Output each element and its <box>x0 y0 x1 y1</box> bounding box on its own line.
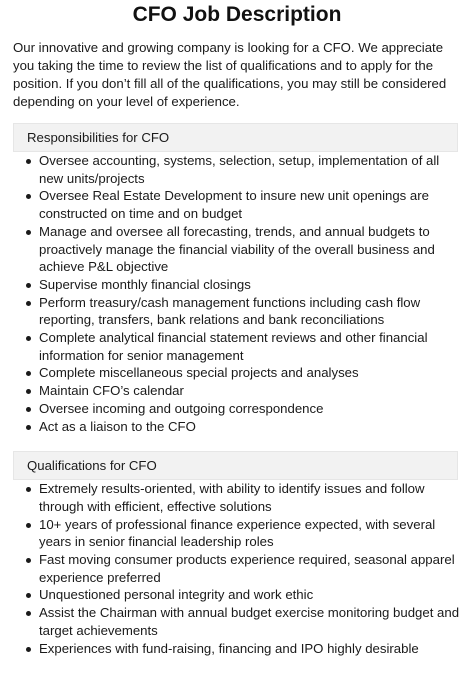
list-item <box>0 329 474 364</box>
list-item <box>0 187 474 222</box>
list-item-text: Supervise monthly financial closings <box>39 276 251 292</box>
qualifications-heading: Qualifications for CFO <box>13 451 458 480</box>
list-item <box>0 152 474 187</box>
list-item-text: Oversee Real Estate Development to insure new unit openings are constructed on time and on budget <box>39 188 429 222</box>
list-item <box>0 418 474 436</box>
list-item-text: Experiences with fund-raising, financing and IPO highly desirable <box>39 640 419 656</box>
bullet-icon <box>26 558 31 563</box>
responsibilities-heading: Responsibilities for CFO <box>13 123 458 152</box>
list-item-text: Assist the Chairman with annual budget exercise monitoring budget and target achievements <box>39 605 460 638</box>
list-item <box>0 294 474 329</box>
list-item <box>0 223 474 276</box>
list-item-text: Oversee accounting, systems, selection, setup, implementation of all new units/projects <box>39 153 440 186</box>
list-item <box>0 382 474 400</box>
bullet-icon <box>26 593 31 598</box>
list-item <box>0 640 474 658</box>
list-item-text: Complete analytical financial statement reviews and other financial information for senior management <box>39 330 428 363</box>
page-title: CFO Job Description <box>132 3 342 26</box>
list-item-text: 10+ years of professional finance experience expected, with several years in senior financial leadership roles <box>39 516 436 550</box>
list-item-text: Unquestioned personal integrity and work ethic <box>39 587 314 603</box>
bullet-icon <box>26 230 31 235</box>
qualifications-list <box>0 480 474 657</box>
bullet-icon <box>26 611 31 616</box>
list-item <box>0 400 474 418</box>
bullet-icon <box>26 371 31 376</box>
list-item <box>0 364 474 382</box>
bullet-icon <box>26 523 31 528</box>
list-item <box>0 516 474 551</box>
list-item-text: Perform treasury/cash management functions including cash flow reporting, transfers, bank relations and bank reconciliations <box>39 294 421 328</box>
responsibilities-list <box>0 152 474 435</box>
list-item-text: Act as a liaison to the CFO <box>39 418 196 434</box>
bullet-icon <box>26 159 31 164</box>
bullet-icon <box>26 336 31 341</box>
intro-paragraph: Our innovative and growing company is looking for a CFO. We appreciate you taking the time to review the list of qualifications and to apply for the position. If you don’t fill all of the qualifications, you may still be considered depending on your level of experience. <box>13 40 447 109</box>
list-item <box>0 551 474 586</box>
list-item <box>0 604 474 639</box>
list-item <box>0 586 474 604</box>
list-item-text: Oversee incoming and outgoing correspondence <box>39 400 324 416</box>
bullet-icon <box>26 425 31 430</box>
list-item <box>0 276 474 294</box>
bullet-icon <box>26 389 31 394</box>
bullet-icon <box>26 487 31 492</box>
list-item-text: Fast moving consumer products experience required, seasonal apparel experience preferred <box>39 552 455 585</box>
bullet-icon <box>26 283 31 288</box>
bullet-icon <box>26 407 31 412</box>
list-item-text: Manage and oversee all forecasting, trends, and annual budgets to proactively manage the financial viability of the overall business and achieve P&L objective <box>39 223 435 275</box>
bullet-icon <box>26 301 31 306</box>
bullet-icon <box>26 647 31 652</box>
list-item-text: Complete miscellaneous special projects and analyses <box>39 365 359 381</box>
list-item-text: Maintain CFO’s calendar <box>39 383 184 399</box>
list-item <box>0 480 474 515</box>
bullet-icon <box>26 194 31 199</box>
list-item-text: Extremely results-oriented, with ability to identify issues and follow through with efficient, effective solutions <box>39 481 425 514</box>
